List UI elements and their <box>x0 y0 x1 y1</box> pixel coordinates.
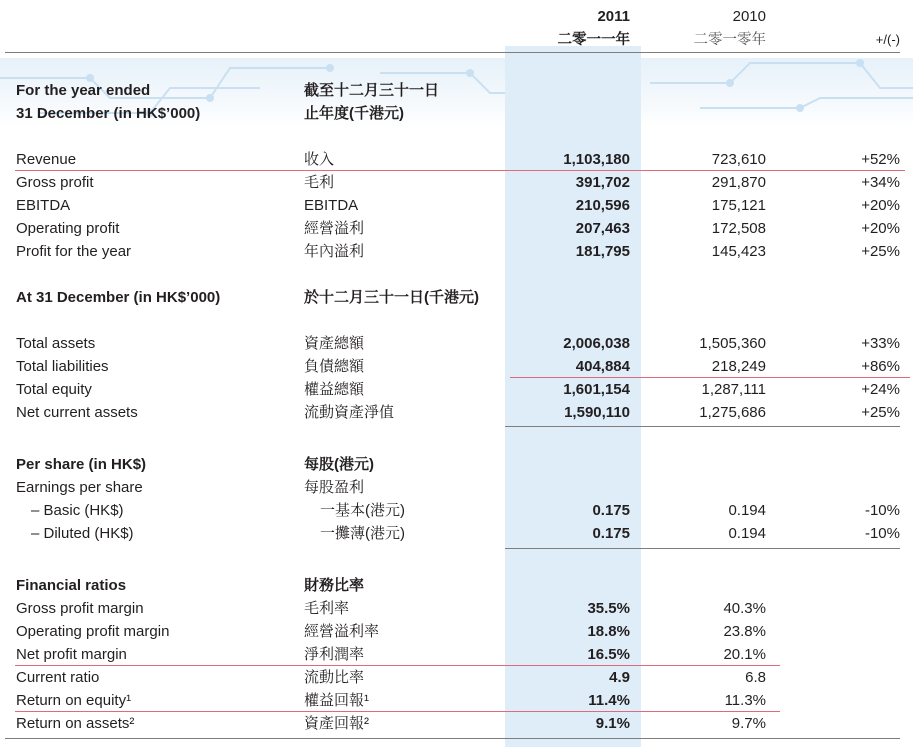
ratios-heading-zh: 財務比率 <box>304 577 365 594</box>
per-share-heading-en: Per share (in HK$) <box>16 456 147 473</box>
row-label-zh: 淨利潤率 <box>304 646 365 663</box>
row-label: – Diluted (HK$) <box>31 525 134 542</box>
per-share-heading-row <box>0 454 913 476</box>
value-2010: 218,249 <box>711 358 766 375</box>
row-label-zh: 資產總額 <box>304 335 365 352</box>
row-label: EBITDA <box>16 197 71 214</box>
change-value: +24% <box>861 381 900 398</box>
value-2010: 40.3% <box>723 600 766 617</box>
row-label-zh: EBITDA <box>304 197 359 214</box>
highlight-underline <box>15 711 780 712</box>
balance-heading-zh: 於十二月三十一日(千港元) <box>304 289 479 306</box>
year-header-row <box>0 6 913 28</box>
table-row-eps-diluted <box>0 523 913 545</box>
value-2010: 23.8% <box>723 623 766 640</box>
row-label-zh: 一基本(港元) <box>320 502 405 519</box>
table-row-eps-basic <box>0 500 913 522</box>
value-2010: 1,275,686 <box>699 404 766 421</box>
highlight-underline <box>15 170 905 171</box>
value-2010: 6.8 <box>745 669 766 686</box>
row-label-zh: 資產回報² <box>304 715 369 732</box>
table-row-gross-profit <box>0 172 913 194</box>
table-row-return-on-equity <box>0 690 913 712</box>
row-label-zh: 負債總額 <box>304 358 365 375</box>
row-label: Return on assets² <box>16 715 135 732</box>
change-value: +86% <box>861 358 900 375</box>
row-label: Return on equity¹ <box>16 692 132 709</box>
ratios-heading-en: Financial ratios <box>16 577 127 594</box>
change-value: +25% <box>861 243 900 260</box>
title-en-line2: 31 December (in HK$’000) <box>16 105 201 122</box>
value-2011: 181,795 <box>575 243 630 260</box>
value-2011: 404,884 <box>575 358 630 375</box>
row-label: Total assets <box>16 335 96 352</box>
value-2010: 723,610 <box>711 151 766 168</box>
title-zh-line2: 止年度(千港元) <box>304 105 404 122</box>
row-label-zh: 流動資產淨值 <box>304 404 395 421</box>
highlight-underline <box>510 377 910 378</box>
row-label: Total equity <box>16 381 92 398</box>
value-2011: 1,103,180 <box>563 151 630 168</box>
change-value: +20% <box>861 197 900 214</box>
value-2011: 207,463 <box>575 220 630 237</box>
header-divider <box>5 52 900 53</box>
title-zh-line1: 截至十二月三十一日 <box>304 82 440 99</box>
table-row-operating-profit <box>0 218 913 240</box>
change-value: +25% <box>861 404 900 421</box>
value-2011: 1,590,110 <box>564 404 630 421</box>
value-2011: 11.4% <box>588 692 630 709</box>
row-label-zh: 年內溢利 <box>304 243 365 260</box>
value-2011: 18.8% <box>587 623 630 640</box>
row-label-zh: 一攤薄(港元) <box>320 525 405 542</box>
table-row-return-on-assets <box>0 713 913 735</box>
row-label: Operating profit <box>16 220 120 237</box>
row-label: Current ratio <box>16 669 100 686</box>
row-label: Gross profit margin <box>16 600 144 617</box>
row-label: Total liabilities <box>16 358 109 375</box>
table-row-total-assets <box>0 333 913 355</box>
value-2010: 291,870 <box>711 174 766 191</box>
balance-heading-en: At 31 December (in HK$’000) <box>16 289 221 306</box>
value-2010: 11.3% <box>724 692 766 709</box>
value-2010: 0.194 <box>728 525 766 542</box>
change-value: -10% <box>864 525 900 542</box>
table-row-profit-for-year <box>0 241 913 263</box>
highlight-underline <box>15 665 780 666</box>
value-2011: 9.1% <box>595 715 630 732</box>
title-row-1 <box>0 80 913 102</box>
value-2011: 0.175 <box>592 502 630 519</box>
table-row-ebitda <box>0 195 913 217</box>
row-label-zh: 毛利 <box>304 174 335 191</box>
value-2011: 210,596 <box>575 197 630 214</box>
eps-label-en: Earnings per share <box>16 479 143 496</box>
row-label-zh: 經營溢利率 <box>304 623 380 640</box>
year-2010-label: 2010 <box>732 8 766 25</box>
value-2011: 4.9 <box>609 669 630 686</box>
value-2010: 1,505,360 <box>699 335 766 352</box>
row-label: Revenue <box>16 151 77 168</box>
row-label: Net current assets <box>16 404 138 421</box>
year-header-zh-row <box>0 29 913 51</box>
row-label: Operating profit margin <box>16 623 170 640</box>
row-label: Net profit margin <box>16 646 127 663</box>
row-label: – Basic (HK$) <box>31 502 124 519</box>
value-2010: 175,121 <box>711 197 766 214</box>
per-share-heading-zh: 每股(港元) <box>304 456 374 473</box>
table-row-current-ratio <box>0 667 913 689</box>
change-value: +20% <box>861 220 900 237</box>
eps-label-row <box>0 477 913 499</box>
row-label-zh: 權益總額 <box>304 381 365 398</box>
table-row-total-liabilities <box>0 356 913 378</box>
change-value: +34% <box>861 174 900 191</box>
value-2011: 2,006,038 <box>563 335 630 352</box>
value-2011: 1,601,154 <box>563 381 630 398</box>
table-row-net-margin <box>0 644 913 666</box>
section-divider <box>505 426 900 427</box>
table-row-gross-margin <box>0 598 913 620</box>
value-2010: 9.7% <box>731 715 766 732</box>
change-value: +33% <box>861 335 900 352</box>
row-label-zh: 毛利率 <box>304 600 350 617</box>
title-en-line1: For the year ended <box>16 82 151 99</box>
eps-label-zh: 每股盈利 <box>304 479 365 496</box>
value-2010: 0.194 <box>728 502 766 519</box>
year-2010-zh-label: 二零一零年 <box>693 32 766 48</box>
change-value: +52% <box>861 151 900 168</box>
title-row-2 <box>0 103 913 125</box>
value-2011: 391,702 <box>575 174 630 191</box>
ratios-heading-row <box>0 575 913 597</box>
row-label: Gross profit <box>16 174 94 191</box>
table-row-total-equity <box>0 379 913 401</box>
change-value: -10% <box>864 502 900 519</box>
value-2011: 16.5% <box>587 646 630 663</box>
table-row-revenue <box>0 149 913 171</box>
change-header: +/(-) <box>875 32 900 47</box>
value-2010: 1,287,111 <box>701 381 766 398</box>
table-bottom-divider <box>5 738 900 739</box>
row-label-zh: 權益回報¹ <box>304 692 369 709</box>
value-2010: 20.1% <box>723 646 766 663</box>
value-2010: 145,423 <box>711 243 766 260</box>
value-2011: 0.175 <box>592 525 630 542</box>
value-2011: 35.5% <box>587 600 630 617</box>
year-2011-zh-label: 二零一一年 <box>557 32 630 48</box>
row-label-zh: 經營溢利 <box>304 220 365 237</box>
row-label-zh: 流動比率 <box>304 669 365 686</box>
balance-heading-row <box>0 287 913 309</box>
section-divider <box>505 548 900 549</box>
table-row-operating-margin <box>0 621 913 643</box>
row-label-zh: 收入 <box>304 151 335 168</box>
value-2010: 172,508 <box>711 220 766 237</box>
table-row-net-current-assets <box>0 402 913 424</box>
row-label: Profit for the year <box>16 243 132 260</box>
year-2011-label: 2011 <box>597 8 630 25</box>
